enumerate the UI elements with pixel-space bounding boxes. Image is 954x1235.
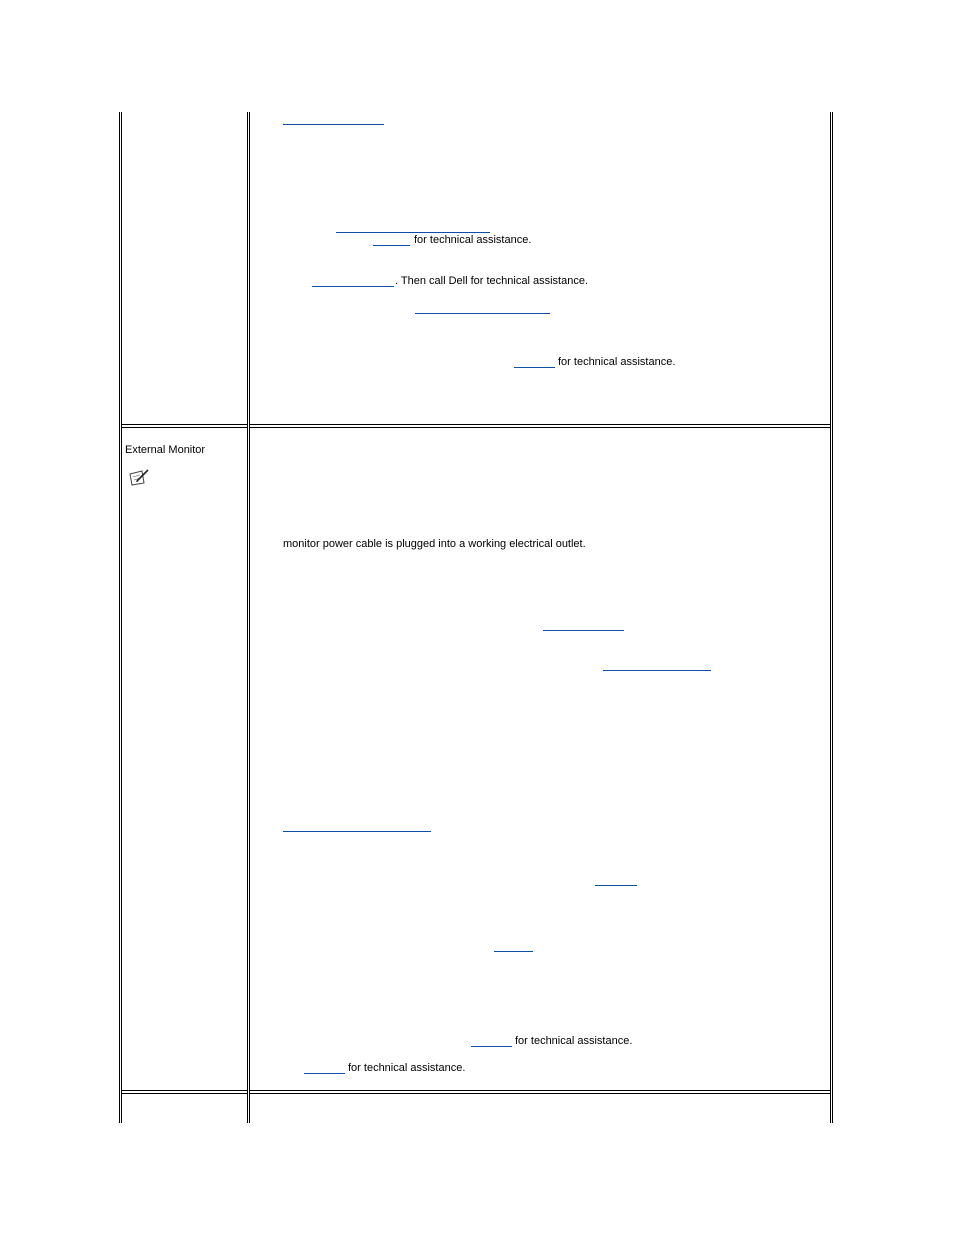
table-right-border-inner — [832, 112, 833, 1123]
link-underline[interactable] — [415, 313, 550, 314]
link-underline[interactable] — [595, 885, 637, 886]
body-text: . Then call Dell for technical assistance. — [395, 275, 588, 287]
column-divider-inner — [249, 112, 250, 1123]
row1-bottom-border — [121, 424, 248, 425]
link-underline[interactable] — [312, 286, 394, 287]
column-divider — [247, 112, 248, 1123]
body-text: for technical assistance. — [558, 356, 676, 368]
row2-top-border-right — [249, 427, 831, 428]
row2-bottom-border — [121, 1090, 248, 1091]
row2-top-border — [121, 427, 248, 428]
row3-top-border — [121, 1093, 248, 1094]
body-text: for technical assistance. — [414, 234, 532, 246]
body-text: monitor power cable is plugged into a working electrical outlet. — [283, 538, 586, 550]
link-underline[interactable] — [494, 951, 533, 952]
row3-top-border-right — [249, 1093, 831, 1094]
body-text: for technical assistance. — [515, 1035, 633, 1047]
row1-bottom-border-right — [249, 424, 831, 425]
table-left-border-inner — [121, 112, 122, 1123]
body-text: for technical assistance. — [348, 1062, 466, 1074]
note-pencil-icon — [128, 468, 150, 486]
link-underline[interactable] — [283, 124, 384, 125]
table-left-border — [119, 112, 120, 1123]
row-label: External Monitor — [125, 444, 206, 456]
link-underline[interactable] — [543, 630, 624, 631]
link-underline[interactable] — [336, 232, 490, 233]
link-underline[interactable] — [603, 670, 711, 671]
row2-bottom-border-right — [249, 1090, 831, 1091]
link-underline[interactable] — [304, 1073, 345, 1074]
link-underline[interactable] — [373, 245, 410, 246]
link-underline[interactable] — [514, 367, 555, 368]
link-underline[interactable] — [471, 1046, 512, 1047]
link-underline[interactable] — [283, 831, 431, 832]
table-right-border — [830, 112, 831, 1123]
